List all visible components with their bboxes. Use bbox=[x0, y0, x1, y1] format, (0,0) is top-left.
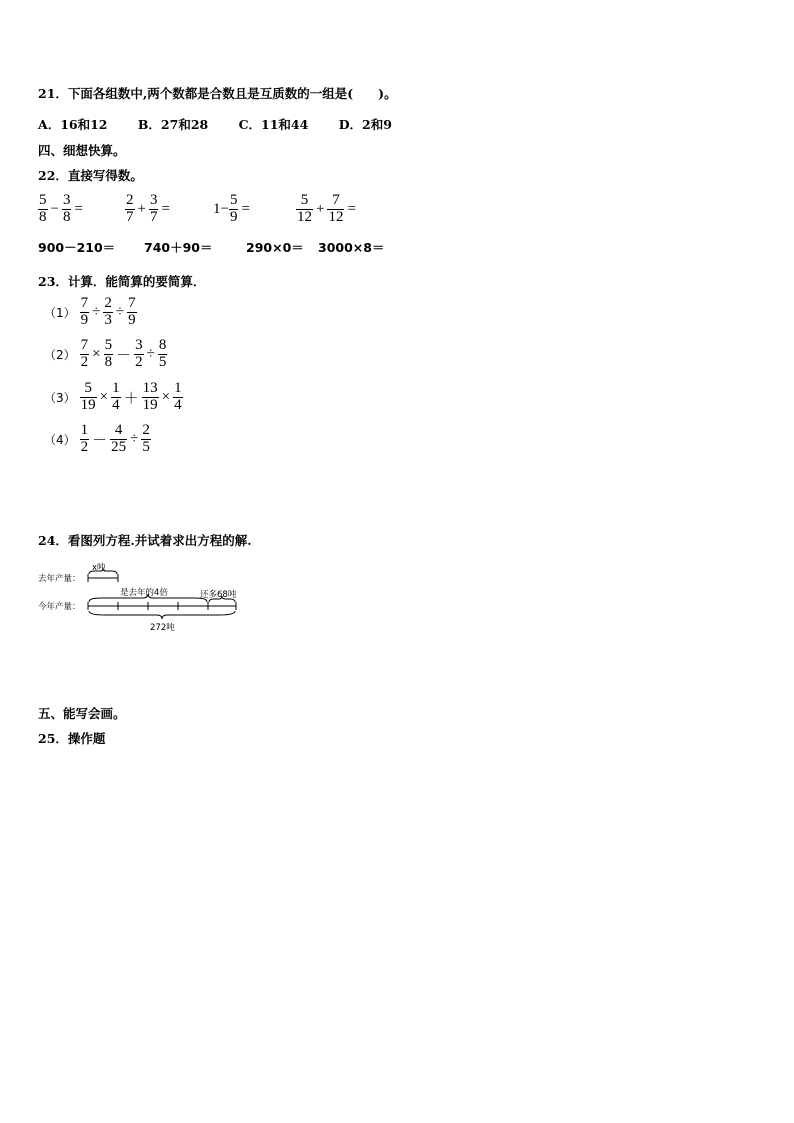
q23-item-1: （1） $\frac{7}{9}$ ÷ $\frac{2}{3}$ ÷ $\frac{7}{9}$ bbox=[44, 295, 136, 328]
fraction: $\frac{5}{19}$ bbox=[80, 380, 96, 413]
fraction: $\frac{7}{12}$ bbox=[328, 192, 344, 225]
diagram-more-label: 还多68吨 bbox=[200, 590, 237, 600]
q21-option-a[interactable]: A．16和12 bbox=[38, 117, 108, 132]
fraction: $\frac{3}{2}$ bbox=[135, 337, 143, 370]
q24-stem: 24．看图列方程.并试着求出方程的解. bbox=[38, 533, 252, 548]
q22-expr-4: $\frac{5}{12}$ + $\frac{7}{12}$ = bbox=[297, 192, 356, 225]
q21-stem: 21．下面各组数中,两个数都是合数且是互质数的一组是( )。 bbox=[38, 86, 397, 101]
fraction: $\frac{5}{8}$ bbox=[39, 192, 47, 225]
diagram-last-year-label: 去年产量： bbox=[38, 574, 81, 584]
q22-oral-3: 290×0＝ bbox=[246, 240, 304, 255]
diagram-this-year-label: 今年产量： bbox=[38, 602, 81, 612]
more-brace bbox=[209, 596, 235, 602]
fraction: $\frac{7}{9}$ bbox=[128, 295, 136, 328]
fraction: $\frac{3}{7}$ bbox=[149, 192, 158, 225]
diagram-x-label: x吨 bbox=[92, 563, 106, 573]
fraction: $\frac{5}{8}$ bbox=[104, 337, 113, 370]
fraction: $\frac{1}{2}$ bbox=[80, 422, 89, 455]
fraction: $\frac{5}{9}$ bbox=[229, 192, 238, 225]
fraction: $\frac{1}{4}$ bbox=[174, 380, 182, 413]
q21-option-b[interactable]: B．27和28 bbox=[137, 117, 209, 132]
diagram-lines bbox=[0, 0, 260, 640]
fraction: $\frac{7}{2}$ bbox=[80, 337, 89, 370]
fraction: $\frac{2}{7}$ bbox=[126, 192, 134, 225]
fraction: $\frac{8}{5}$ bbox=[158, 337, 167, 370]
section-5-heading: 五、能写会画。 bbox=[38, 706, 126, 721]
q22-expr-2: $\frac{2}{7}$ + $\frac{3}{7}$ = bbox=[126, 192, 170, 225]
q22-expr-3: 1− $\frac{5}{9}$ = bbox=[213, 192, 250, 225]
fraction: $\frac{3}{8}$ bbox=[62, 192, 71, 225]
total-brace bbox=[89, 611, 235, 619]
q22-oral-2: 740＋90＝ bbox=[144, 240, 213, 255]
fraction: $\frac{2}{5}$ bbox=[142, 422, 150, 455]
q23-item-2: （2） $\frac{7}{2}$ × $\frac{5}{8}$ － $\frac{3}{2}$ ÷ $\frac{8}{5}$ bbox=[44, 337, 167, 370]
q22-stem: 22．直接写得数。 bbox=[38, 168, 143, 183]
q22-oral-1: 900－210＝ bbox=[38, 240, 116, 255]
q23-stem: 23．计算．能简算的要简算． bbox=[38, 274, 206, 289]
x-brace bbox=[89, 568, 117, 574]
q21-option-d[interactable]: D．2和9 bbox=[338, 117, 392, 132]
diagram-times-label: 是去年的4倍 bbox=[120, 588, 168, 598]
fraction: $\frac{7}{9}$ bbox=[80, 295, 89, 328]
q21-option-c[interactable]: C．11和44 bbox=[238, 117, 309, 132]
fraction: $\frac{13}{19}$ bbox=[142, 380, 158, 413]
q22-expr-1: $\frac{5}{8}$ − $\frac{3}{8}$ = bbox=[39, 192, 83, 225]
fraction: $\frac{2}{3}$ bbox=[104, 295, 112, 328]
q25-stem: 25．操作题 bbox=[38, 731, 106, 746]
diagram-total-label: 272吨 bbox=[150, 623, 175, 633]
q23-item-3: （3） $\frac{5}{19}$ × $\frac{1}{4}$ ＋ $\frac{13}{19}$ × $\frac{1}{4}$ bbox=[44, 380, 182, 413]
fraction: $\frac{4}{25}$ bbox=[111, 422, 127, 455]
times-brace bbox=[89, 594, 207, 602]
q23-item-4: （4） $\frac{1}{2}$ － $\frac{4}{25}$ ÷ $\frac{2}{5}$ bbox=[44, 422, 150, 455]
fraction: $\frac{1}{4}$ bbox=[112, 380, 120, 413]
fraction: $\frac{5}{12}$ bbox=[297, 192, 312, 225]
section-4-heading: 四、细想快算。 bbox=[38, 143, 126, 158]
q22-oral-4: 3000×8＝ bbox=[318, 240, 385, 255]
